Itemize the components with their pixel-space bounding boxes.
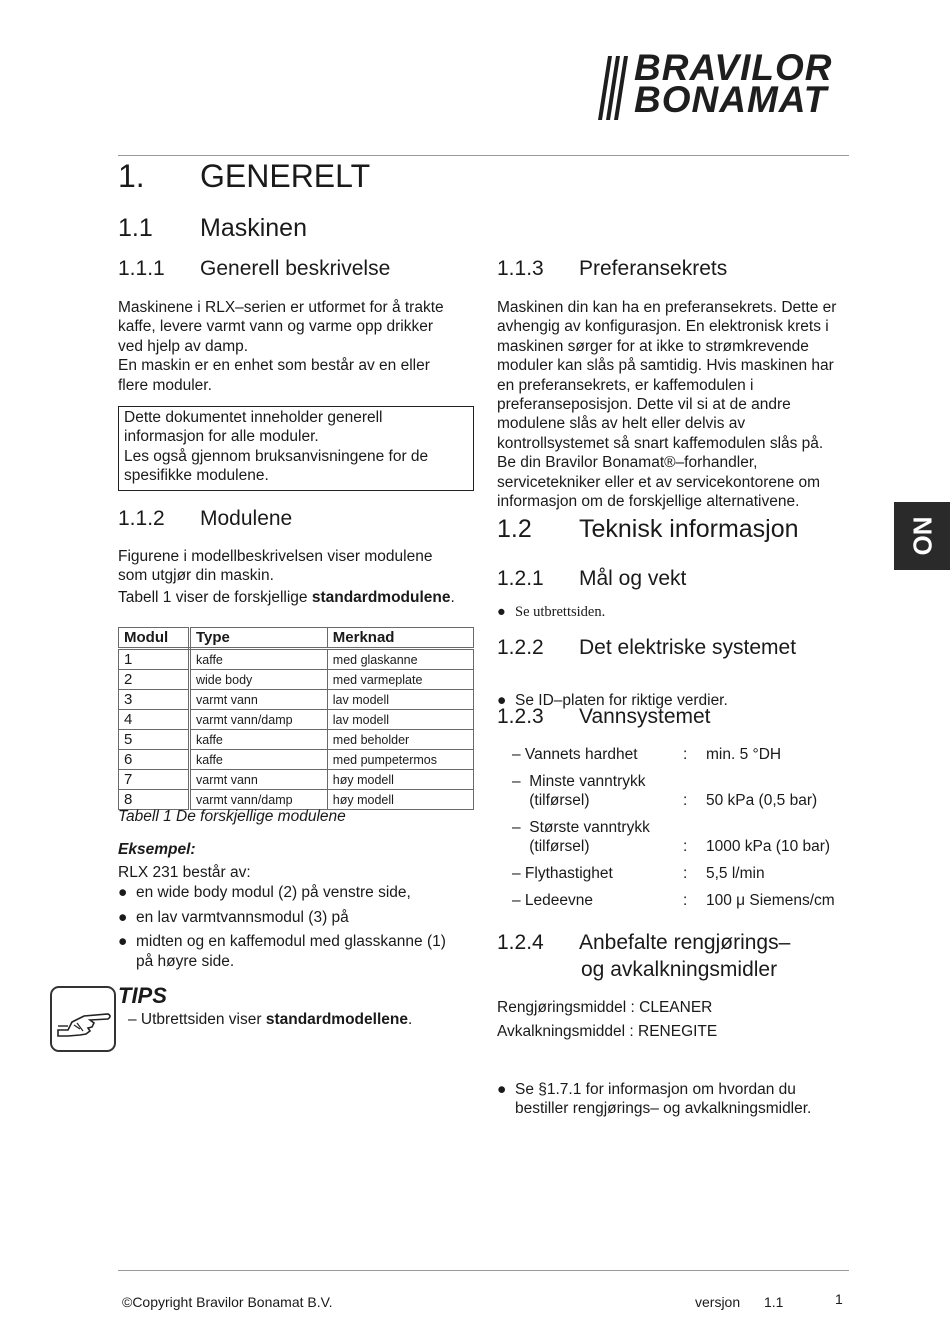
text-line: ved hjelp av damp. — [118, 337, 249, 355]
header-cell: Modul — [119, 628, 190, 649]
table-cell: 6 — [119, 750, 190, 770]
text-line: spesifikke modulene. — [124, 467, 269, 485]
header-cell: Type — [190, 628, 328, 649]
section-heading-1-2-1 — [497, 567, 857, 595]
list-item — [118, 883, 478, 902]
table-cell: 1 — [119, 649, 190, 670]
general-description — [118, 298, 478, 395]
section-heading-1-1-1 — [118, 257, 478, 285]
bullet-icon: ● — [118, 884, 128, 902]
spec-label: – Ledeevne — [512, 892, 594, 909]
descaler-line: Avkalkningsmiddel : RENEGITE — [497, 1023, 718, 1040]
spec-label: (tilførsel) — [512, 838, 590, 855]
spec-value: min. 5 °DH — [706, 746, 782, 763]
table-row — [119, 649, 474, 670]
spec-label: – Vannets hardhet — [512, 746, 638, 763]
spec-colon: : — [683, 746, 688, 763]
language-tab-label: NO — [907, 516, 938, 556]
example-title: Eksempel: — [118, 841, 196, 858]
table-cell: 5 — [119, 730, 190, 750]
table-cell: varmt vann — [190, 690, 328, 710]
table-cell: med glaskanne — [327, 649, 473, 670]
bullet-icon: ● — [118, 933, 128, 951]
section-heading-1-1 — [118, 214, 478, 246]
section-heading-1-1-2 — [118, 507, 478, 535]
text-line: informasjon for alle moduler. — [124, 428, 319, 446]
table-caption: Tabell 1 De forskjellige modulene — [118, 808, 346, 825]
section-title: Mål og vekt — [579, 567, 687, 590]
section-title: Det elektriske systemet — [579, 636, 797, 659]
pointing-hand-icon — [50, 986, 116, 1052]
table-cell: 8 — [119, 790, 190, 810]
modules-table — [118, 627, 474, 810]
spec-label: – Minste vanntrykk — [512, 773, 646, 790]
spec-value: 50 kPa (0,5 bar) — [706, 792, 818, 809]
logo-stripes-icon — [598, 56, 634, 120]
table-cell: lav modell — [327, 690, 473, 710]
section-heading-1-2-2 — [497, 636, 857, 664]
section-number: 1.1.2 — [118, 507, 165, 530]
text-span: – Utbrettsiden viser — [128, 1011, 266, 1028]
text-line: Dette dokumentet inneholder generell — [124, 409, 383, 426]
footer-divider — [118, 1270, 849, 1271]
section-title: Anbefalte rengjørings– — [579, 931, 791, 954]
text-line: Les også gjennom bruksanvisningene for de — [124, 447, 429, 465]
spec-value: 5,5 l/min — [706, 865, 765, 882]
section-title: Vannsystemet — [579, 705, 711, 728]
text-line: en preferansekrets, er kaffemodulen i — [497, 376, 754, 394]
section-title: Modulene — [200, 507, 293, 530]
section-number: 1.1.3 — [497, 257, 544, 280]
text-line: kaffe, levere varmt vann og varme opp drikker — [118, 318, 434, 336]
text-line: Be din Bravilor Bonamat®–forhandler, — [497, 454, 758, 472]
text-span: . — [407, 1011, 413, 1028]
chapter-heading — [118, 158, 518, 198]
section-heading-1-1-3 — [497, 257, 857, 285]
table-row — [119, 670, 474, 690]
spec-label: – Største vanntrykk — [512, 819, 650, 836]
modules-intro — [118, 547, 478, 607]
list-item — [497, 1080, 875, 1119]
section-title: Generell beskrivelse — [200, 257, 391, 280]
water-specs — [512, 745, 857, 915]
table-row — [119, 690, 474, 710]
section-heading-1-2-4 — [497, 931, 877, 987]
text-line: Figurene i modellbeskrivelsen viser modulene — [118, 548, 433, 565]
table-row — [119, 770, 474, 790]
bold-term: standardmodellene — [265, 1011, 408, 1028]
section-title: og avkalkningsmidler — [581, 958, 778, 981]
text-line: midten og en kaffemodul med glasskanne (1) — [136, 933, 446, 951]
section-number: 1.2.3 — [497, 705, 544, 728]
table-row — [119, 710, 474, 730]
table-cell: kaffe — [190, 649, 328, 670]
tips-title: TIPS — [118, 983, 167, 1008]
text-line: maskinen sørger for at ikke to strømkrevende — [497, 337, 809, 355]
text-line: flere moduler. — [118, 376, 212, 394]
section-heading-1-2 — [497, 515, 877, 547]
table-reference — [118, 588, 478, 607]
preference-circuit-text — [497, 298, 877, 511]
logo-line1: BRAVILOR — [634, 47, 833, 88]
spec-value: 1000 kPa (10 bar) — [706, 838, 831, 855]
page-number: 1 — [835, 1291, 843, 1307]
top-divider — [118, 155, 849, 156]
version-value: 1.1 — [764, 1294, 784, 1310]
table-cell: varmt vann/damp — [190, 790, 328, 810]
table-cell: lav modell — [327, 710, 473, 730]
table-row — [119, 790, 474, 810]
table-row — [119, 750, 474, 770]
chapter-number: 1. — [118, 158, 145, 194]
table-cell: varmt vann/damp — [190, 710, 328, 730]
spec-colon: : — [683, 792, 688, 809]
cleaner-line: Rengjøringsmiddel : CLEANER — [497, 999, 713, 1016]
table-cell: høy modell — [327, 770, 473, 790]
bullet-icon: ● — [497, 692, 507, 710]
table-cell: wide body — [190, 670, 328, 690]
section-heading-1-2-3 — [497, 705, 857, 733]
list-item — [118, 908, 478, 927]
table-cell: med beholder — [327, 730, 473, 750]
text-line: avhengig av konfigurasjon. En elektronisk krets i — [497, 318, 829, 336]
version-label: versjon — [695, 1294, 741, 1310]
header-cell: Merknad — [327, 628, 473, 649]
bullet-icon: ● — [497, 604, 506, 620]
text-line: som utgjør din maskin. — [118, 567, 274, 585]
table-cell: med varmeplate — [327, 670, 473, 690]
list-item — [497, 603, 950, 622]
table-cell: høy modell — [327, 790, 473, 810]
section-number: 1.2.2 — [497, 636, 544, 659]
table-cell: varmt vann — [190, 770, 328, 790]
list-item — [118, 932, 478, 971]
bullet-icon: ● — [497, 1080, 507, 1098]
text-line: Se utbrettsiden. — [515, 604, 606, 620]
text-line: Maskinen din kan ha en preferansekrets. Dette er — [497, 299, 837, 316]
copyright: ©Copyright Bravilor Bonamat B.V. — [122, 1294, 333, 1310]
table-cell: 7 — [119, 770, 190, 790]
note-box — [118, 406, 474, 491]
language-tab — [894, 502, 950, 570]
brand-logo — [598, 47, 850, 122]
text-line: en lav varmtvannsmodul (3) på — [136, 908, 349, 926]
spec-colon: : — [683, 892, 688, 909]
bold-term: standardmodulene — [311, 588, 451, 606]
text-line: kontrollsystemet så snart kaffemodulen slås på. — [497, 434, 824, 452]
section-number: 1.1 — [118, 214, 153, 242]
section-title: Maskinen — [200, 214, 307, 242]
logo-line2: BONAMAT — [634, 79, 828, 120]
table-cell: kaffe — [190, 750, 328, 770]
logo-text — [634, 47, 833, 120]
table-header-row — [119, 628, 474, 649]
table-cell: 4 — [119, 710, 190, 730]
table-cell: med pumpetermos — [327, 750, 473, 770]
spec-value: 100 μ Siemens/cm — [706, 892, 835, 909]
text-line: modulene slås av helt eller delvis av — [497, 415, 746, 433]
section-title: Teknisk informasjon — [579, 515, 799, 543]
spec-label: (tilførsel) — [512, 792, 590, 809]
text-line: Se ID–platen for riktige verdier. — [515, 692, 728, 710]
spec-colon: : — [683, 865, 688, 882]
chapter-title: GENERELT — [200, 158, 371, 194]
text-line: En maskin er en enhet som består av en eller — [118, 357, 430, 375]
text-line: bestiller rengjørings– og avkalkningsmidler. — [515, 1100, 812, 1118]
text-line: Maskinene i RLX–serien er utformet for å trakte — [118, 299, 444, 316]
spec-label: – Flythastighet — [512, 865, 613, 882]
section-title: Preferansekrets — [579, 257, 728, 280]
text-span: . — [450, 588, 455, 606]
text-line: på høyre side. — [136, 952, 235, 970]
spec-colon: : — [683, 838, 688, 855]
table-cell: 3 — [119, 690, 190, 710]
section-number: 1.2.1 — [497, 567, 544, 590]
section-number: 1.2.4 — [497, 931, 544, 954]
text-line: servicetekniker eller et av servicekontorene om — [497, 473, 821, 491]
table-cell: kaffe — [190, 730, 328, 750]
text-line: preferanseposisjon. Dette vil si at de andre — [497, 396, 791, 414]
table-cell: 2 — [119, 670, 190, 690]
text-span: Tabell 1 viser de forskjellige — [118, 588, 312, 606]
example-intro: RLX 231 består av: — [118, 864, 251, 881]
table-row — [119, 730, 474, 750]
section-number: 1.1.1 — [118, 257, 165, 280]
bullet-icon: ● — [118, 908, 128, 926]
text-line: en wide body modul (2) på venstre side, — [136, 884, 411, 902]
example-list — [118, 863, 478, 971]
text-line: Se §1.7.1 for informasjon om hvordan du — [515, 1080, 796, 1098]
section-number: 1.2 — [497, 515, 532, 543]
tips-text — [128, 1010, 412, 1029]
text-line: informasjon om de forskjellige alternativene. — [497, 493, 800, 511]
text-line: moduler kan slås på samtidig. Hvis maskinen har — [497, 357, 834, 375]
